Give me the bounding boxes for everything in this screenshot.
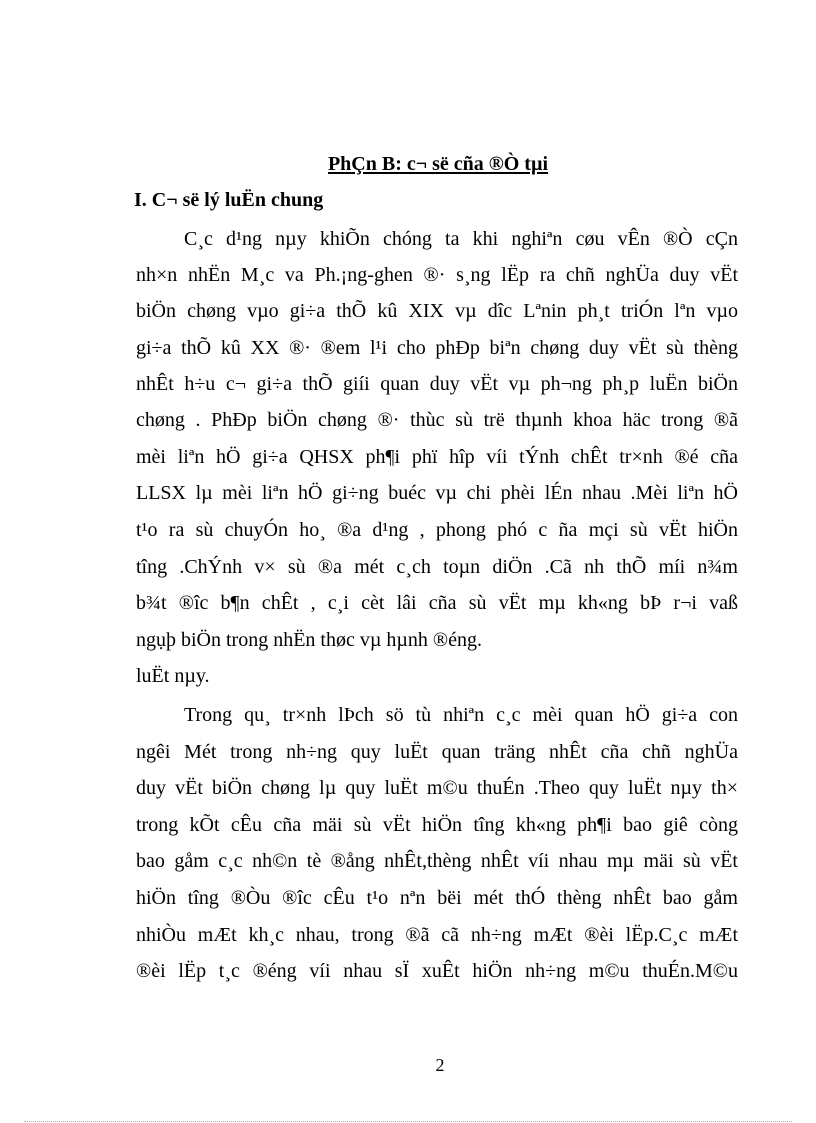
paragraph-line: duy vËt biÖn chøng lµ quy luËt m©u thuÉn .Theo quy luËt nµy th× [136,777,738,799]
paragraph-line: nhÊt h÷u c¬ gi÷a thÕ giíi quan duy vËt vµ ph¬ng ph¸p luËn biÖn [136,373,738,395]
paragraph-line: ngụþ biÖn trong nhËn thøc vµ hµnh ®éng. [136,629,482,651]
paragraph-line: nh×n nhËn M¸c va Ph.¡ng-ghen ®· s¸ng lËp ra chñ nghÜa duy vËt [136,264,738,286]
paragraph-line: Trong qu¸ tr×nh lÞch sö tù nhiªn c¸c mèi quan hÖ gi÷a con [184,704,738,726]
page-number: 2 [435,1055,445,1075]
subsection-heading: I. C¬ së lý luËn chung [134,189,324,211]
section-title: PhÇn B: c¬ së cña ®Ò tµi [327,153,549,175]
page-bottom-divider [24,1121,792,1122]
paragraph-line: LLSX lµ mèi liªn hÖ gi÷ng buéc vµ chi phèi lÉn nhau .Mèi liªn hÖ [136,482,738,504]
paragraph-line: tîng .ChÝnh v× sù ®a mét c¸ch toµn diÖn .Cã nh thÕ míi n¾m [136,556,738,578]
paragraph-line: biÖn chøng vµo gi÷a thÕ kû XIX vµ dîc Lªnin ph¸t triÓn lªn vµo [136,300,738,322]
paragraph-line: chøng . PhÐp biÖn chøng ®· thùc sù trë thµnh khoa häc trong ®ã [136,409,738,431]
paragraph-line: t¹o ra sù chuyÓn ho¸ ®a d¹ng , phong phó c ña mçi sù vËt hiÖn [136,519,738,541]
paragraph-line: ®èi lËp t¸c ®éng víi nhau sÏ xuÊt hiÖn nh÷ng m©u thuÉn.M©u [136,960,738,982]
paragraph-line: gi÷a thÕ kû XX ®· ®em l¹i cho phÐp biªn chøng duy vËt sù thèng [136,337,738,359]
paragraph-line: nhiÒu mÆt kh¸c nhau, trong ®ã cã nh÷ng mÆt ®èi lËp.C¸c mÆt [136,924,738,946]
paragraph-line: mèi liªn hÖ gi÷a QHSX ph¶i phï hîp víi tÝnh chÊt tr×nh ®é cña [136,446,738,468]
paragraph-line: trong kÕt cÊu cña mäi sù vËt hiÖn tîng kh«ng ph¶i bao giê còng [136,814,738,836]
paragraph-line: hiÖn tîng ®Òu ®îc cÊu t¹o nªn bëi mét thÓ thèng nhÊt bao gåm [136,887,738,909]
paragraph-line: ngêi Mét trong nh÷ng quy luËt quan träng nhÊt cña chñ nghÜa [136,741,738,763]
paragraph-line: b¾t ®îc b¶n chÊt , c¸i cèt lâi cña sù vËt mµ kh«ng bÞ r¬i vaß [136,592,738,614]
paragraph-line: C¸c d¹ng nµy khiÕn chóng ta khi nghiªn cøu vÊn ®Ò cÇn [184,228,738,250]
short-line: luËt nµy. [136,665,210,687]
paragraph-line: bao gåm c¸c nh©n tè ®ång nhÊt,thèng nhÊt víi nhau mµ mäi sù vËt [136,850,738,872]
